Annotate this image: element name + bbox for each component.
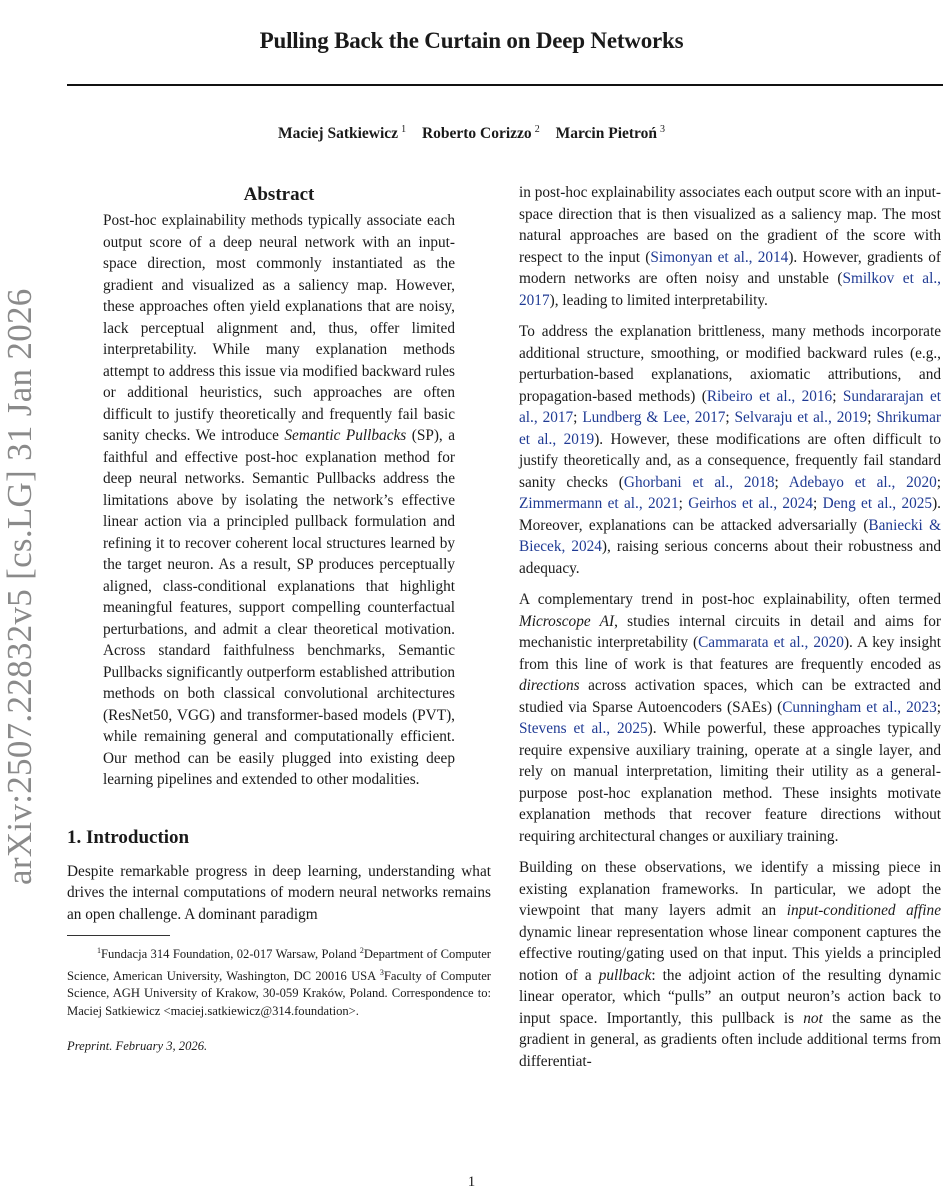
citation-link[interactable]: Smilkov et al., 2017 [519, 270, 941, 309]
text: the same as the gradient in general, as gradients often include additional terms from differentiat- [519, 1009, 941, 1070]
text: ), raising serious concerns about their robustness and adequacy. [519, 538, 941, 577]
footnote-affiliation-2: Department of Computer Science, American University, Washington, DC 20016 USA [67, 947, 492, 983]
intro-paragraph: A complementary trend in post-hoc explainability, often termed Microscope AI, studies internal circuits in detail and aims for mechanistic interpretability (Cammarata et al., 2020). A key insight from this line of work is that features are frequently encoded as directions across activation spaces, which can be extracted and studied via Sparse Autoencoders (SAEs) (Cunningham et al., 2023; Stevens et al., 2025). While powerful, these approaches typically require expensive auxiliary training, operate at a single layer, and rely on manual interpretation, limiting their utility as a general-purpose post-hoc explanation method. These insights motivate explanation methods that recover feature directions without requiring architectural changes or auxiliary training. [519, 591, 942, 845]
affiliation-mark: 2 [534, 124, 540, 135]
right-column [519, 180, 941, 1082]
intro-paragraph [519, 182, 941, 311]
abstract-body [103, 210, 455, 791]
citation-link[interactable]: Baniecki & Biecek, 2024 [519, 516, 941, 555]
abstract-text: (SP), a faithful and effective post-hoc explanation method for deep neural networks. Semantic Pullbacks address the limitations above by isolating the network’s effective linear action via a principled pullback formulation and refining it to recover coherent local structures learned by the target neuron. As a result, SP produces perceptually aligned, class-conditional explanations that highlight meaningful features, support compelling counterfactual perturbations, and admit a clear theoretical motivation. Across standard faithfulness benchmarks, Semantic Pullbacks significantly outperform established attribution methods on both classical convolutional architectures (ResNet50, VGG) and transformer-based models (PVT), while remaining general and computationally efficient. Our method can be easily plugged into existing deep learning pipelines and extended to other modalities. [103, 427, 456, 788]
text: ). However, these modifications are often difficult to justify theoretically and, as a consequence, frequently fail standard sanity checks ( [519, 430, 941, 491]
emphasis: Microscope AI [519, 612, 615, 630]
text: ). Moreover, explanations can be attacked adversarially ( [519, 495, 941, 534]
citation-link[interactable]: Shrikumar et al., 2019 [519, 409, 942, 448]
text: : the adjoint action of the resulting dynamic linear operator, which “pulls” an output neuron’s action back to input space. Importantly, this pullback is [519, 966, 941, 1027]
text: Building on these observations, we identify a missing piece in existing explanation frameworks. In particular, we adopt the viewpoint that many layers admit an [519, 859, 941, 919]
abstract-heading: Abstract [243, 184, 315, 205]
footnote-mark: 2 [359, 946, 364, 955]
citation-link[interactable]: Stevens et al., 2025 [519, 720, 648, 737]
author [422, 125, 540, 142]
citation-link[interactable]: Cammarata et al., 2020 [698, 634, 844, 651]
author-list [0, 124, 943, 143]
intro-paragraph [519, 857, 941, 1072]
text: A complementary trend in post-hoc explainability, often termed [519, 591, 941, 608]
footnote-mark: 3 [379, 967, 384, 977]
preprint-date: Preprint. February 3, 2026. [67, 1039, 208, 1053]
citation-link[interactable]: Ghorbani et al., 2018 [623, 473, 775, 491]
emphasis: input-conditioned affine [786, 902, 941, 919]
citation-link[interactable]: Geirhos et al., 2024 [688, 495, 813, 512]
text: ). While powerful, these approaches typically require expensive auxiliary training, operate at a single layer, and rely on manual interpretation, limiting their utility as a general-purpose post-hoc explanation method. These insights motivate explanation methods that recover feature directions without requiring architectural changes or auxiliary training. [519, 720, 941, 845]
abstract-text: Post-hoc explainability methods typically associate each output score of a deep neural network with an input-space direction, most commonly instantiated as the gradient and visualized as a saliency map. However, these approaches often yield explanations that are noisy, lack perceptual alignment and, thus, offer limited interpretability. While many explanation methods attempt to address this issue via modified backward rules or additional heuristics, such approaches are often difficult to justify theoretically and frequently fail basic sanity checks. We introduce [103, 212, 455, 444]
abstract-emphasis: Semantic Pullbacks [284, 427, 407, 444]
text: To address the explanation brittleness, many methods incorporate additional structure, smoothing, or modified backward rules (e.g., perturbation-based explanations, axiomatic attributions, and propagation-based methods) ( [519, 323, 941, 405]
title-divider [67, 84, 943, 86]
arxiv-stamp: arXiv:2507.22832v5 [cs.LG] 31 Jan 2026 [0, 288, 39, 885]
citation-link[interactable]: Ribeiro et al., 2016 [706, 387, 833, 405]
footnote-divider [67, 935, 170, 936]
affiliation-mark: 1 [401, 124, 407, 135]
citation-link[interactable]: Sundararajan et al., 2017 [519, 387, 942, 426]
author-name: Maciej Satkiewicz [277, 125, 399, 142]
author-name: Marcin Pietroń [555, 125, 658, 142]
footnote-mark: 1 [97, 946, 101, 955]
footnote-affiliation-1: Fundacja 314 Foundation, 02-017 Warsaw, Poland [101, 947, 357, 961]
text: ). However, gradients of modern networks are often noisy and unstable ( [519, 248, 941, 287]
author-name: Roberto Corizzo [421, 125, 532, 142]
citation-link[interactable]: Cunningham et al., 2023 [782, 698, 937, 716]
text: across activation spaces, which can be extracted and studied via Sparse Autoencoders (SAEs) ( [519, 677, 941, 716]
left-column [67, 180, 491, 1054]
section-heading-introduction: 1. Introduction [67, 826, 190, 848]
text: ). A key insight from this line of work is that features are frequently encoded as [519, 634, 942, 673]
emphasis: not [803, 1009, 823, 1027]
text: dynamic linear representation whose linear component captures the effective routing/gating used on that input. This yields a principled notion of a [519, 923, 941, 984]
footnote-affiliation-3: Faculty of Computer Science, AGH University of Krakow, 30-059 Kraków, Poland. Correspondence to: Maciej Satkiewicz <maciej.satkiewicz@314.foundation>. [67, 968, 491, 1018]
emphasis: directions [519, 677, 580, 694]
text: ), leading to limited interpretability. [549, 291, 768, 309]
author [556, 125, 665, 142]
citation-link[interactable]: Zimmermann et al., 2021 [519, 495, 679, 512]
page-number: 1 [467, 1174, 476, 1190]
intro-paragraph: Despite remarkable progress in deep learning, understanding what drives the internal computations of modern neural networks remains an open challenge. A dominant paradigm [67, 862, 491, 923]
citation-link[interactable]: Adebayo et al., 2020 [788, 473, 937, 491]
affiliation-mark: 3 [660, 124, 666, 135]
paper-title: Pulling Back the Curtain on Deep Networks [259, 28, 684, 53]
emphasis: pullback [598, 966, 652, 984]
citation-link[interactable]: Simonyan et al., 2014 [650, 248, 789, 266]
text: in post-hoc explainability associates each output score with an input-space direction that is then visualized as a saliency map. The most natural approaches are based on the gradient of the score with respect to the input ( [519, 184, 941, 266]
citation-link[interactable]: Selvaraju et al., 2019 [734, 409, 868, 426]
text: , studies internal circuits in detail and aims for mechanistic interpretability ( [519, 612, 941, 651]
author [278, 125, 406, 142]
footnotes [67, 942, 491, 1020]
citation-link[interactable]: Deng et al., 2025 [822, 495, 933, 512]
citation-link[interactable]: Lundberg & Lee, 2017 [582, 409, 726, 426]
intro-paragraph: To address the explanation brittleness, many methods incorporate additional structure, smoothing, or modified backward rules (e.g., perturbation-based explanations, axiomatic attributions, and propagation-based methods) (Ribeiro et al., 2016; Sundararajan et al., 2017; Lundberg & Lee, 2017; Selvaraju et al., 2019; Shrikumar et al., 2019). However, these modifications are often difficult to justify theoretically and, as a consequence, frequently fail standard sanity checks (Ghorbani et al., 2018; Adebayo et al., 2020; Zimmermann et al., 2021; Geirhos et al., 2024; Deng et al., 2025). Moreover, explanations can be attacked adversarially (Baniecki & Biecek, 2024), raising serious concerns about their robustness and adequacy. [519, 323, 942, 577]
